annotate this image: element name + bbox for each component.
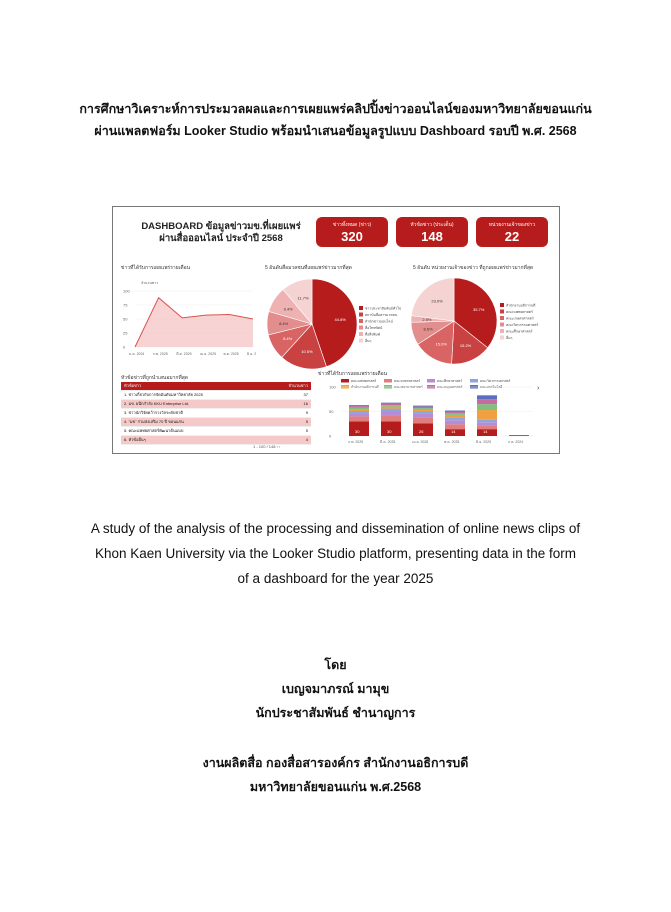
legend-swatch — [359, 319, 363, 323]
pie-slice-label: 2.5% — [422, 317, 432, 323]
legend-swatch — [500, 310, 504, 314]
english-title-line-1: A study of the analysis of the processing and dissemination of online news clips of — [90, 521, 581, 536]
stack-segment — [477, 395, 497, 399]
chevron-right-icon[interactable]: › — [537, 385, 540, 392]
table-cell-topic: 4. "มข" ร่วมส่งเสริม 70 ปี ขอนแก่น — [124, 419, 184, 424]
stack-segment — [381, 407, 401, 409]
table-header — [121, 382, 311, 391]
dashboard-title-line-2: ผ่านสื่อออนไลน์ ประจำปี 2568 — [159, 233, 283, 244]
stack-segment — [477, 399, 497, 404]
legend-label: คณะแพทยศาสตร์ — [506, 310, 533, 314]
legend-swatch — [359, 306, 363, 310]
line-x-label: มิ.ย. 2 — [247, 352, 257, 356]
english-title-line-3: of a dashboard for the year 2025 — [237, 571, 434, 586]
table-cell-count: 5 — [305, 428, 308, 433]
pie-slice-label: 8.6% — [423, 326, 433, 332]
stack-x-label: ก.พ. 2025 — [348, 440, 364, 444]
legend-label: สื่อโทรทัศน์ — [365, 326, 383, 330]
stack-segment — [445, 413, 465, 415]
table-cell-topic: 6. หัวข้ออื่นๆ — [124, 437, 146, 442]
legend-label: อื่นๆ — [365, 339, 372, 343]
pie2-title: 5 อันดับ หน่วยงานเจ้าของข่าว ที่ถูกเผยแพร่ข่าวมากที่สุด — [413, 265, 534, 271]
table-cell-topic: 5. คณะแพทยศาสตร์พัฒนาต้นแบบ — [124, 428, 184, 433]
table-pager[interactable]: 1 - 100 / 148 ‹ › — [253, 444, 281, 449]
stack-segment — [413, 410, 433, 412]
stack-segment — [509, 435, 529, 436]
topic-table — [121, 382, 311, 445]
pie-slice-label: 9.4% — [283, 306, 293, 312]
stack-segment — [381, 403, 401, 404]
table-row[interactable] — [121, 427, 311, 436]
stack-x-label: ก.ค. 2024 — [508, 440, 524, 444]
stack-segment — [381, 412, 401, 416]
line-tick-label: 100 — [123, 288, 130, 294]
stack-value-label: 30 — [387, 429, 392, 434]
stack-segment — [477, 422, 497, 425]
kpi-label: หัวข้อข่าว (ประเด็น) — [410, 222, 454, 228]
stack-segment — [349, 405, 369, 406]
legend-label: คณะเกษตรศาสตร์ — [394, 379, 421, 383]
stack-segment — [445, 411, 465, 412]
legend-swatch — [384, 379, 392, 383]
line-chart — [123, 281, 256, 356]
stack-segment — [413, 417, 433, 423]
pie-slice-label: 8.4% — [279, 320, 289, 326]
legend-label: สถาบันสื่อสารมวลชน — [365, 313, 398, 317]
pie-chart-media — [267, 279, 357, 369]
table-cell-topic: 1. ข่าวเกี่ยวกับการจัดอันดับมหาวิทยาลัย 2025 — [124, 392, 203, 397]
legend-swatch — [500, 323, 504, 327]
stack-value-label: 26 — [419, 429, 424, 434]
stack-segment — [349, 411, 369, 413]
stack-segment — [349, 409, 369, 411]
kpi-label: ข่าวทั้งหมด (ข่าว) — [332, 222, 372, 228]
stack-x-label: มี.ค. 2025 — [380, 440, 396, 444]
pager-text: 1 - 100 / 148 — [253, 444, 276, 449]
stack-value-label: 30 — [355, 429, 360, 434]
table-cell-topic: 3. ข่าวนักวิจัยคว้ารางวัลระดับชาติ — [124, 410, 183, 415]
stacked-bar-chart — [329, 385, 533, 445]
org-line-1: งานผลิตสื่อ กองสื่อสารองค์กร สำนักงานอธิการบดี — [202, 756, 469, 770]
english-title-line-2: Khon Kaen University via the Looker Studio platform, presenting data in the form — [94, 546, 577, 561]
line-x-label: ก.พ. 2025 — [152, 352, 168, 356]
line-x-label: เม.ย. 2025 — [199, 352, 217, 356]
dashboard-image — [112, 206, 560, 454]
legend-label: คณะแพทยศาสตร์ — [351, 379, 377, 383]
stack-tick-label: 0 — [329, 433, 332, 439]
table-cell-count: 9 — [305, 410, 308, 415]
stack-value-label: 14 — [451, 429, 456, 434]
legend-swatch — [500, 329, 504, 333]
kpi-value: 148 — [421, 229, 443, 244]
thai-title-line-2: ผ่านแพลตฟอร์ม Looker Studio พร้อมนำเสนอข้อมูลรูปแบบ Dashboard รอบปี พ.ศ. 2568 — [94, 124, 577, 138]
stack-segment — [381, 405, 401, 406]
stack-x-label: เม.ย. 2025 — [412, 440, 429, 444]
pie-slice-label: 15.2% — [459, 342, 472, 348]
stack-x-label: พ.ค. 2025 — [444, 440, 460, 444]
dashboard-title-line-1: DASHBOARD ข้อมูลข่าวมข.ที่เผยแพร่ — [141, 221, 301, 232]
legend-label: คณะศึกษาศาสตร์ — [437, 379, 463, 383]
legend-label: สำนักข่าวออนไลน์ — [365, 319, 393, 324]
line-x-label: ม.ค. 2024 — [129, 352, 145, 356]
author-position: นักประชาสัมพันธ์ ชำนาญการ — [255, 706, 416, 720]
legend-swatch — [359, 332, 363, 336]
pie-slice-label: 10.5% — [301, 348, 313, 354]
pie-slice-label: 8.4% — [283, 335, 293, 341]
line-tick-label: 25 — [123, 330, 128, 336]
table-row[interactable] — [121, 436, 311, 445]
legend-swatch — [359, 326, 363, 330]
stack-segment — [413, 408, 433, 409]
stack-segment — [349, 413, 369, 416]
stack-tick-label: 50 — [329, 409, 334, 414]
table-row[interactable] — [121, 391, 311, 400]
legend-label: คณะเทคโนโลยี — [480, 385, 503, 389]
pie-slice-label: 23.0% — [431, 298, 443, 304]
legend-label: อื่นๆ — [506, 336, 513, 340]
stack-segment — [445, 420, 465, 424]
stack-segment — [445, 415, 465, 417]
table-cell-topic: 2. มข. ผนึกกำลัง KKU Enterprise Ltd. — [124, 401, 190, 406]
table-cell-count: 37 — [303, 392, 308, 397]
legend-swatch — [470, 379, 478, 383]
kpi-value: 22 — [504, 229, 520, 244]
pie-chart-units — [411, 278, 497, 364]
legend-swatch — [359, 339, 363, 343]
legend-label: คณะวิศวกรรมศาสตร์ — [480, 379, 511, 383]
stack-segment — [349, 416, 369, 421]
stack-segment — [477, 410, 497, 420]
table-row[interactable] — [121, 409, 311, 418]
stack-segment — [381, 415, 401, 421]
table-header-topic: หัวข้อข่าว — [124, 383, 142, 388]
stack-tick-label: 100 — [329, 384, 336, 390]
line-x-label: พ.ค. 2025 — [223, 352, 239, 356]
line-tick-label: 0 — [123, 344, 126, 350]
table-header-count: จำนวนข่าว — [288, 383, 308, 388]
table-row[interactable] — [121, 400, 311, 409]
by-label: โดย — [324, 658, 347, 672]
legend-label: คณะวิศวกรรมศาสตร์ — [506, 323, 539, 327]
thai-title-line-1: การศึกษาวิเคราะห์การประมวลผลและการเผยแพร่คลิปปิ้งข่าวออนไลน์ของมหาวิทยาลัยขอนแก่น — [79, 102, 592, 116]
stack-segment — [477, 404, 497, 410]
legend-swatch — [500, 316, 504, 320]
stack-segment — [413, 414, 433, 417]
legend-swatch — [341, 379, 349, 383]
line-x-label: มี.ค. 2025 — [176, 352, 192, 356]
legend-label: คณะพยาบาลศาสตร์ — [394, 385, 423, 389]
pie-slice-label: 15.0% — [435, 341, 447, 347]
line-legend: จำนวนข่าว — [141, 281, 159, 285]
legend-label: สำนักงานอธิการบดี — [506, 303, 536, 308]
pie-slice-label: 11.7% — [297, 295, 309, 301]
legend-label: ข่าวประชาสัมพันธ์ทั่วไป — [365, 306, 402, 311]
legend-swatch — [359, 313, 363, 317]
org-line-2: มหาวิทยาลัยขอนแก่น พ.ศ.2568 — [249, 780, 422, 794]
legend-label: สำนักงานอธิการบดี — [351, 385, 379, 389]
stack-segment — [413, 412, 433, 414]
line-tick-label: 50 — [123, 316, 128, 322]
line-chart-title: ข่าวที่ได้รับการเผยแพร่รายเดือน — [121, 265, 191, 271]
legend-label: คณะเกษตรศาสตร์ — [506, 316, 534, 321]
table-cell-count: 5 — [305, 419, 308, 424]
table-cell-count: 4 — [305, 437, 308, 442]
table-row[interactable] — [121, 418, 311, 427]
table-title: หัวข้อข่าวที่ถูกนำเสนอมากที่สุด — [121, 375, 189, 381]
legend-swatch — [500, 336, 504, 340]
stack-segment — [477, 420, 497, 422]
stack-segment — [381, 409, 401, 412]
kpi-label: หน่วยงานเจ้าของข่าว — [488, 222, 536, 228]
stack-x-label: มิ.ย. 2025 — [476, 440, 492, 444]
pie-slice-label: 35.7% — [473, 306, 485, 312]
stack-chart-title: ข่าวที่ได้รับการเผยแพร่รายเดือน — [318, 371, 388, 377]
pie1-title: 5 อันดับสื่อมวลชนที่เผยแพร่ข่าวมากที่สุด — [265, 265, 352, 271]
legend-label: คณะศึกษาศาสตร์ — [506, 329, 533, 334]
stack-segment — [445, 417, 465, 420]
stack-segment — [445, 412, 465, 413]
legend-label: คณะมนุษยศาสตร์ — [437, 385, 463, 389]
legend-label: สื่อสิ่งพิมพ์ — [365, 332, 381, 337]
line-tick-label: 75 — [123, 302, 128, 308]
kpi-value: 320 — [341, 229, 363, 244]
stack-segment — [349, 406, 369, 407]
stack-segment — [413, 406, 433, 407]
stack-segment — [349, 408, 369, 409]
legend-swatch — [500, 303, 504, 307]
stack-segment — [413, 407, 433, 408]
stack-value-label: 14 — [483, 429, 488, 434]
author-name: เบญจมาภรณ์ มามุข — [281, 682, 390, 696]
table-cell-count: 16 — [303, 401, 308, 406]
stack-segment — [381, 404, 401, 405]
pie-slice-label: 44.8% — [334, 316, 346, 322]
legend-swatch — [427, 379, 435, 383]
